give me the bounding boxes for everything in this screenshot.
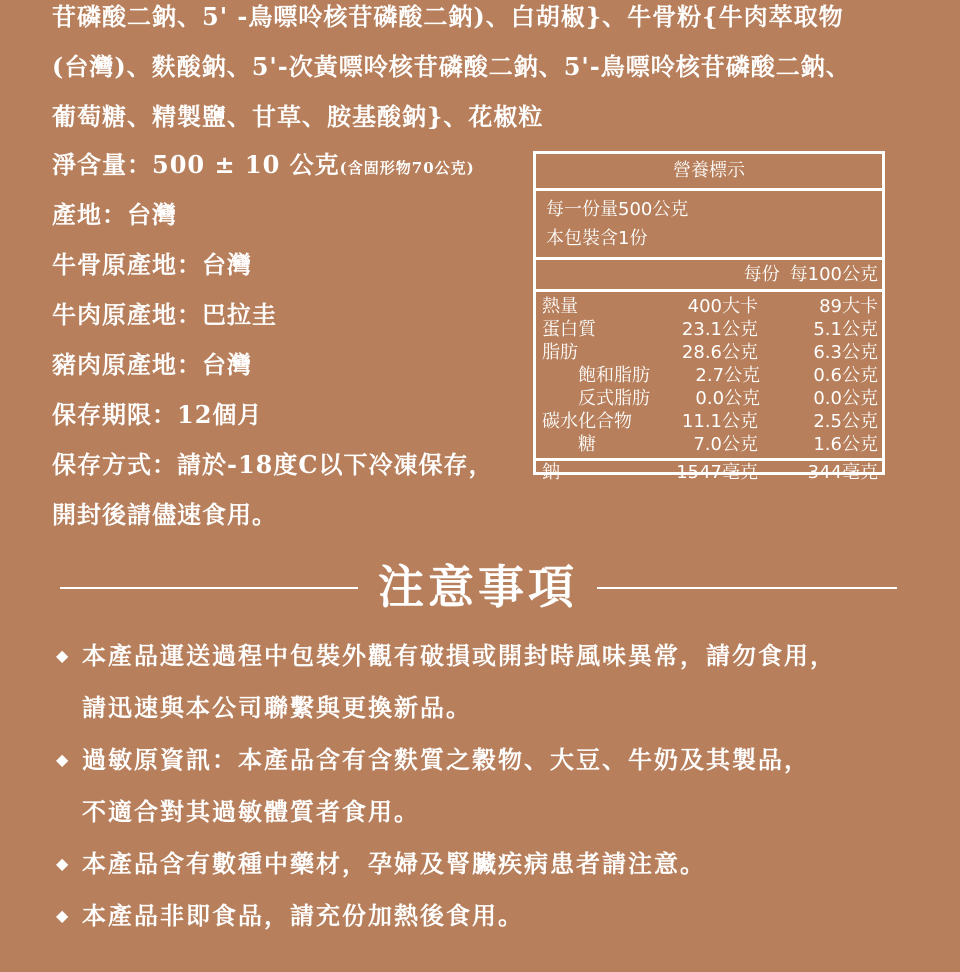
ingredients-line: (台灣)、麩酸鈉、5'-次黃嘌呤核苷磷酸二鈉、5'-鳥嘌呤核苷磷酸二鈉、	[52, 52, 851, 81]
per-100g-value: 1.6公克	[813, 434, 878, 455]
note-text: 本產品運送過程中包裝外觀有破損或開封時風味異常，請勿食用，	[82, 641, 836, 670]
per-100g-value: 89大卡	[819, 296, 878, 317]
note-item	[52, 890, 932, 942]
bullet-icon: ◆	[56, 906, 71, 925]
nutrient-name: 糖	[578, 434, 596, 455]
divider	[60, 587, 358, 589]
storage-method: 保存方式：請於-18度C以下冷凍保存，	[52, 450, 494, 479]
nutrition-row	[542, 318, 878, 341]
beef-origin: 牛肉原產地：巴拉圭	[52, 300, 277, 329]
per-100g-value: 0.0公克	[813, 388, 878, 409]
nutrition-row	[542, 295, 878, 318]
bullet-icon: ◆	[56, 750, 71, 769]
per-100g-value: 6.3公克	[813, 342, 878, 363]
per-serving-value: 11.1公克	[681, 411, 758, 432]
nutrient-name: 反式脂肪	[578, 388, 650, 409]
serving-size: 每一份量500公克	[546, 199, 689, 220]
ingredients-line: 苷磷酸二鈉、5' -鳥嘌呤核苷磷酸二鈉)、白胡椒}、牛骨粉{牛肉萃取物	[52, 2, 844, 31]
per-100g-value: 0.6公克	[813, 365, 878, 386]
beef-bone-origin: 牛骨原產地：台灣	[52, 250, 252, 279]
per-serving-value: 1547毫克	[676, 462, 758, 483]
per-serving-value: 23.1公克	[681, 319, 758, 340]
note-item	[52, 630, 932, 734]
nutrient-name: 飽和脂肪	[578, 365, 650, 386]
nutrition-row	[536, 458, 882, 484]
nutrition-row	[542, 387, 878, 410]
notes-heading	[0, 555, 960, 619]
servings-per-pack: 本包裝含1份	[546, 228, 648, 249]
per-serving-value: 28.6公克	[681, 342, 758, 363]
origin: 產地：台灣	[52, 200, 177, 229]
ingredients-block	[52, 0, 932, 142]
bullet-icon: ◆	[56, 854, 71, 873]
col-per-100g: 每100公克	[789, 264, 878, 285]
nutrition-body	[536, 292, 882, 456]
per-serving-value: 400大卡	[687, 296, 758, 317]
bullet-icon: ◆	[56, 646, 71, 665]
nutrition-title: 營養標示	[536, 154, 882, 191]
nutrition-table	[533, 151, 885, 483]
note-text: 過敏原資訊：本產品含有含麩質之穀物、大豆、牛奶及其製品，	[82, 745, 810, 774]
net-weight-row	[52, 140, 522, 190]
nutrition-header	[536, 260, 882, 292]
nutrition-row	[542, 341, 878, 364]
storage-method-cont: 開封後請儘速食用。	[52, 500, 277, 529]
per-serving-value: 0.0公克	[695, 388, 761, 409]
product-info	[52, 140, 522, 540]
net-weight-note: (含固形物70公克)	[339, 159, 475, 177]
nutrient-name: 鈉	[542, 462, 560, 483]
divider	[597, 587, 897, 589]
per-serving-value: 2.7公克	[695, 365, 761, 386]
nutrient-name: 脂肪	[542, 342, 578, 363]
note-text: 請迅速與本公司聯繫與更換新品。	[82, 693, 472, 722]
notes-title: 注意事項	[378, 560, 578, 614]
note-text: 本產品含有數種中藥材，孕婦及腎臟疾病患者請注意。	[82, 849, 706, 878]
shelf-life: 保存期限：12個月	[52, 400, 263, 429]
net-weight: 淨含量：500 ± 10 公克	[52, 150, 340, 179]
nutrition-row	[542, 410, 878, 433]
note-item	[52, 838, 932, 890]
nutrition-row	[542, 364, 878, 387]
notes-list	[52, 630, 932, 942]
col-per-serving: 每份	[743, 264, 780, 285]
per-100g-value: 344毫克	[807, 462, 878, 483]
per-100g-value: 2.5公克	[813, 411, 878, 432]
pork-origin: 豬肉原產地：台灣	[52, 350, 252, 379]
note-text: 本產品非即食品，請充份加熱後食用。	[82, 901, 524, 930]
per-100g-value: 5.1公克	[813, 319, 878, 340]
nutrient-name: 熱量	[542, 296, 578, 317]
nutrient-name: 蛋白質	[542, 319, 596, 340]
note-item	[52, 734, 932, 838]
ingredients-line: 葡萄糖、精製鹽、甘草、胺基酸鈉}、花椒粒	[52, 102, 544, 131]
per-serving-value: 7.0公克	[693, 434, 758, 455]
nutrient-name: 碳水化合物	[542, 411, 632, 432]
nutrition-row	[542, 433, 878, 456]
serving-info	[536, 191, 882, 260]
note-text: 不適合對其過敏體質者食用。	[82, 797, 420, 826]
